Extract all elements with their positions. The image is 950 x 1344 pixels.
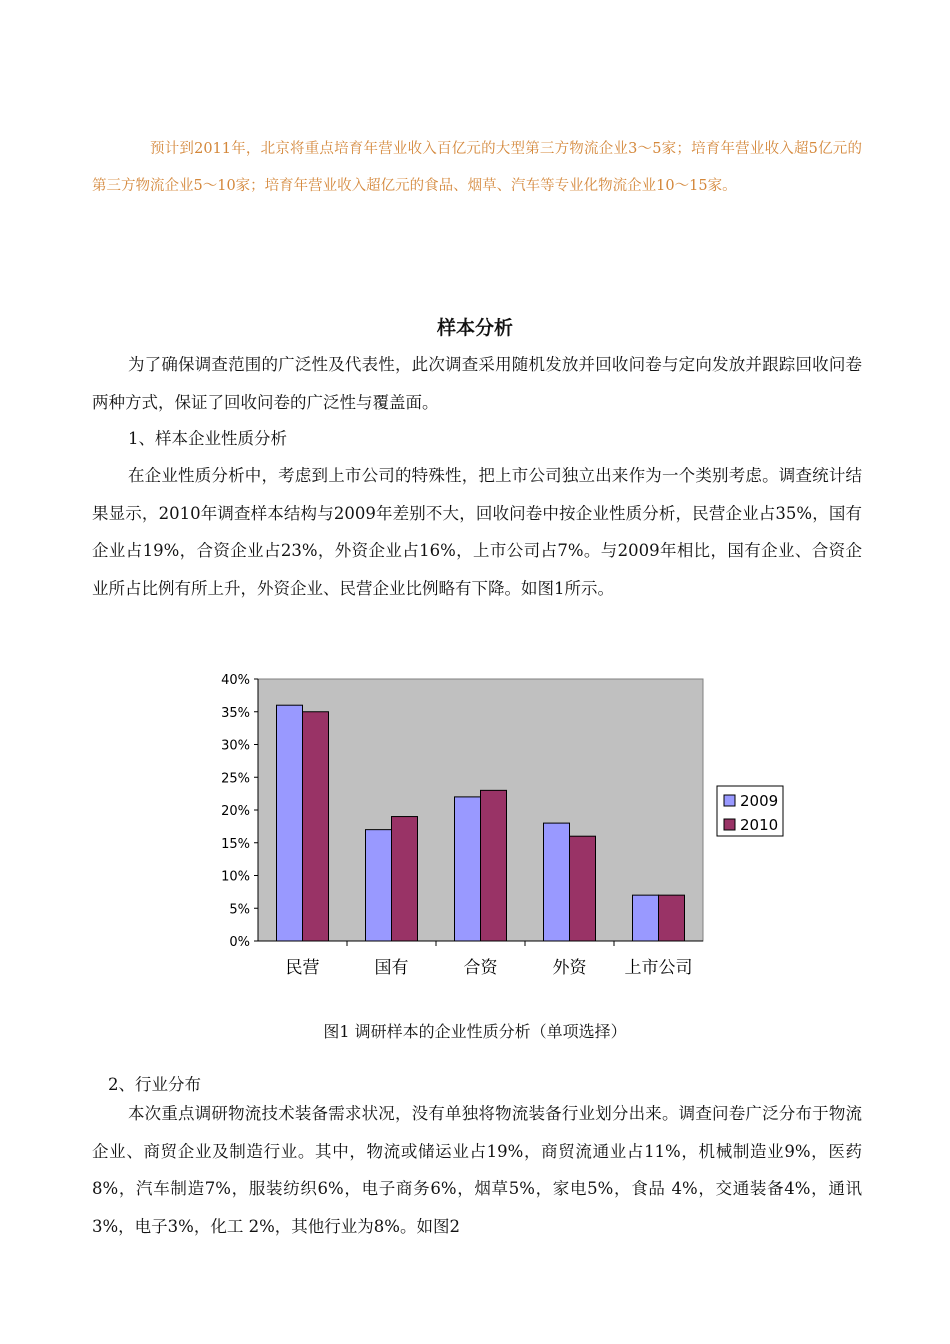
legend-label-2009: 2009: [740, 792, 779, 810]
intro-text: 预计到2011年，北京将重点培育年营业收入百亿元的大型第三方物流企业3～5家；培育年营业收入超5亿元的第三方物流企业5～10家；培育年营业收入超亿元的食品、烟草、汽车等专业化物流企业10～15家。: [92, 141, 862, 194]
intro-paragraph: [92, 131, 862, 205]
legend-label-2010: 2010: [740, 816, 779, 834]
y-tick-label: 25%: [221, 771, 250, 787]
bar-2009-外资: [544, 823, 570, 941]
figure-caption: 图1 调研样本的企业性质分析（单项选择）: [323, 1022, 627, 1041]
bar-2009-民营: [277, 705, 303, 941]
x-tick-label: 国有: [374, 958, 409, 978]
bar-2010-民营: [303, 712, 329, 941]
bar-2010-上市公司: [659, 895, 685, 941]
section-title: 样本分析: [436, 317, 513, 339]
bar-2009-上市公司: [633, 895, 659, 941]
y-tick-label: 15%: [221, 836, 250, 852]
y-tick-label: 35%: [221, 705, 250, 721]
bar-2010-国有: [392, 817, 418, 941]
bar-2009-合资: [455, 797, 481, 941]
y-tick-label: 20%: [221, 804, 250, 819]
y-tick-label: 10%: [221, 869, 250, 885]
heading-industry: 2、行业分布: [108, 1075, 201, 1094]
enterprise-nature-chart: [200, 664, 800, 984]
y-tick-label: 40%: [221, 673, 250, 688]
x-tick-label: 外资: [552, 958, 587, 978]
paragraph-enterprise-nature: 在企业性质分析中，考虑到上市公司的特殊性，把上市公司独立出来作为一个类别考虑。调查统计结果显示，2010年调查样本结构与2009年差别不大，回收问卷中按企业性质分析，民营企业占35%，国有企业占19%，合资企业占23%，外资企业占16%，上市公司占7%。与2009年相比，国有企业、合资企业所占比例有所上升，外资企业、民营企业比例略有下降。如图1所示。: [92, 466, 862, 598]
paragraph-sampling: 为了确保调查范围的广泛性及代表性，此次调查采用随机发放并回收问卷与定向发放并跟踪回收问卷两种方式，保证了回收问卷的广泛性与覆盖面。: [92, 355, 862, 412]
y-tick-label: 5%: [229, 902, 250, 918]
x-tick-label: 合资: [463, 958, 498, 978]
bar-2010-外资: [570, 836, 596, 941]
y-tick-label: 30%: [221, 738, 250, 754]
y-tick-label: 0%: [229, 935, 250, 950]
bar-2009-国有: [366, 830, 392, 941]
x-tick-label: 上市公司: [624, 958, 693, 978]
x-tick-label: 民营: [285, 958, 320, 978]
legend-swatch-2010: [724, 819, 735, 830]
heading-enterprise-nature: 1、样本企业性质分析: [128, 429, 287, 448]
legend-swatch-2009: [724, 795, 735, 806]
bar-2010-合资: [481, 790, 507, 941]
paragraph-industry: 本次重点调研物流技术装备需求状况，没有单独将物流装备行业划分出来。调查问卷广泛分布于物流企业、商贸企业及制造行业。其中，物流或储运业占19%，商贸流通业占11%，机械制造业9%，医药8%，汽车制造7%，服装纺织6%，电子商务6%，烟草5%，家电5%，食品 4%，交通装备4%，通讯3%，电子3%，化工 2%，其他行业为8%。如图2: [92, 1104, 862, 1236]
